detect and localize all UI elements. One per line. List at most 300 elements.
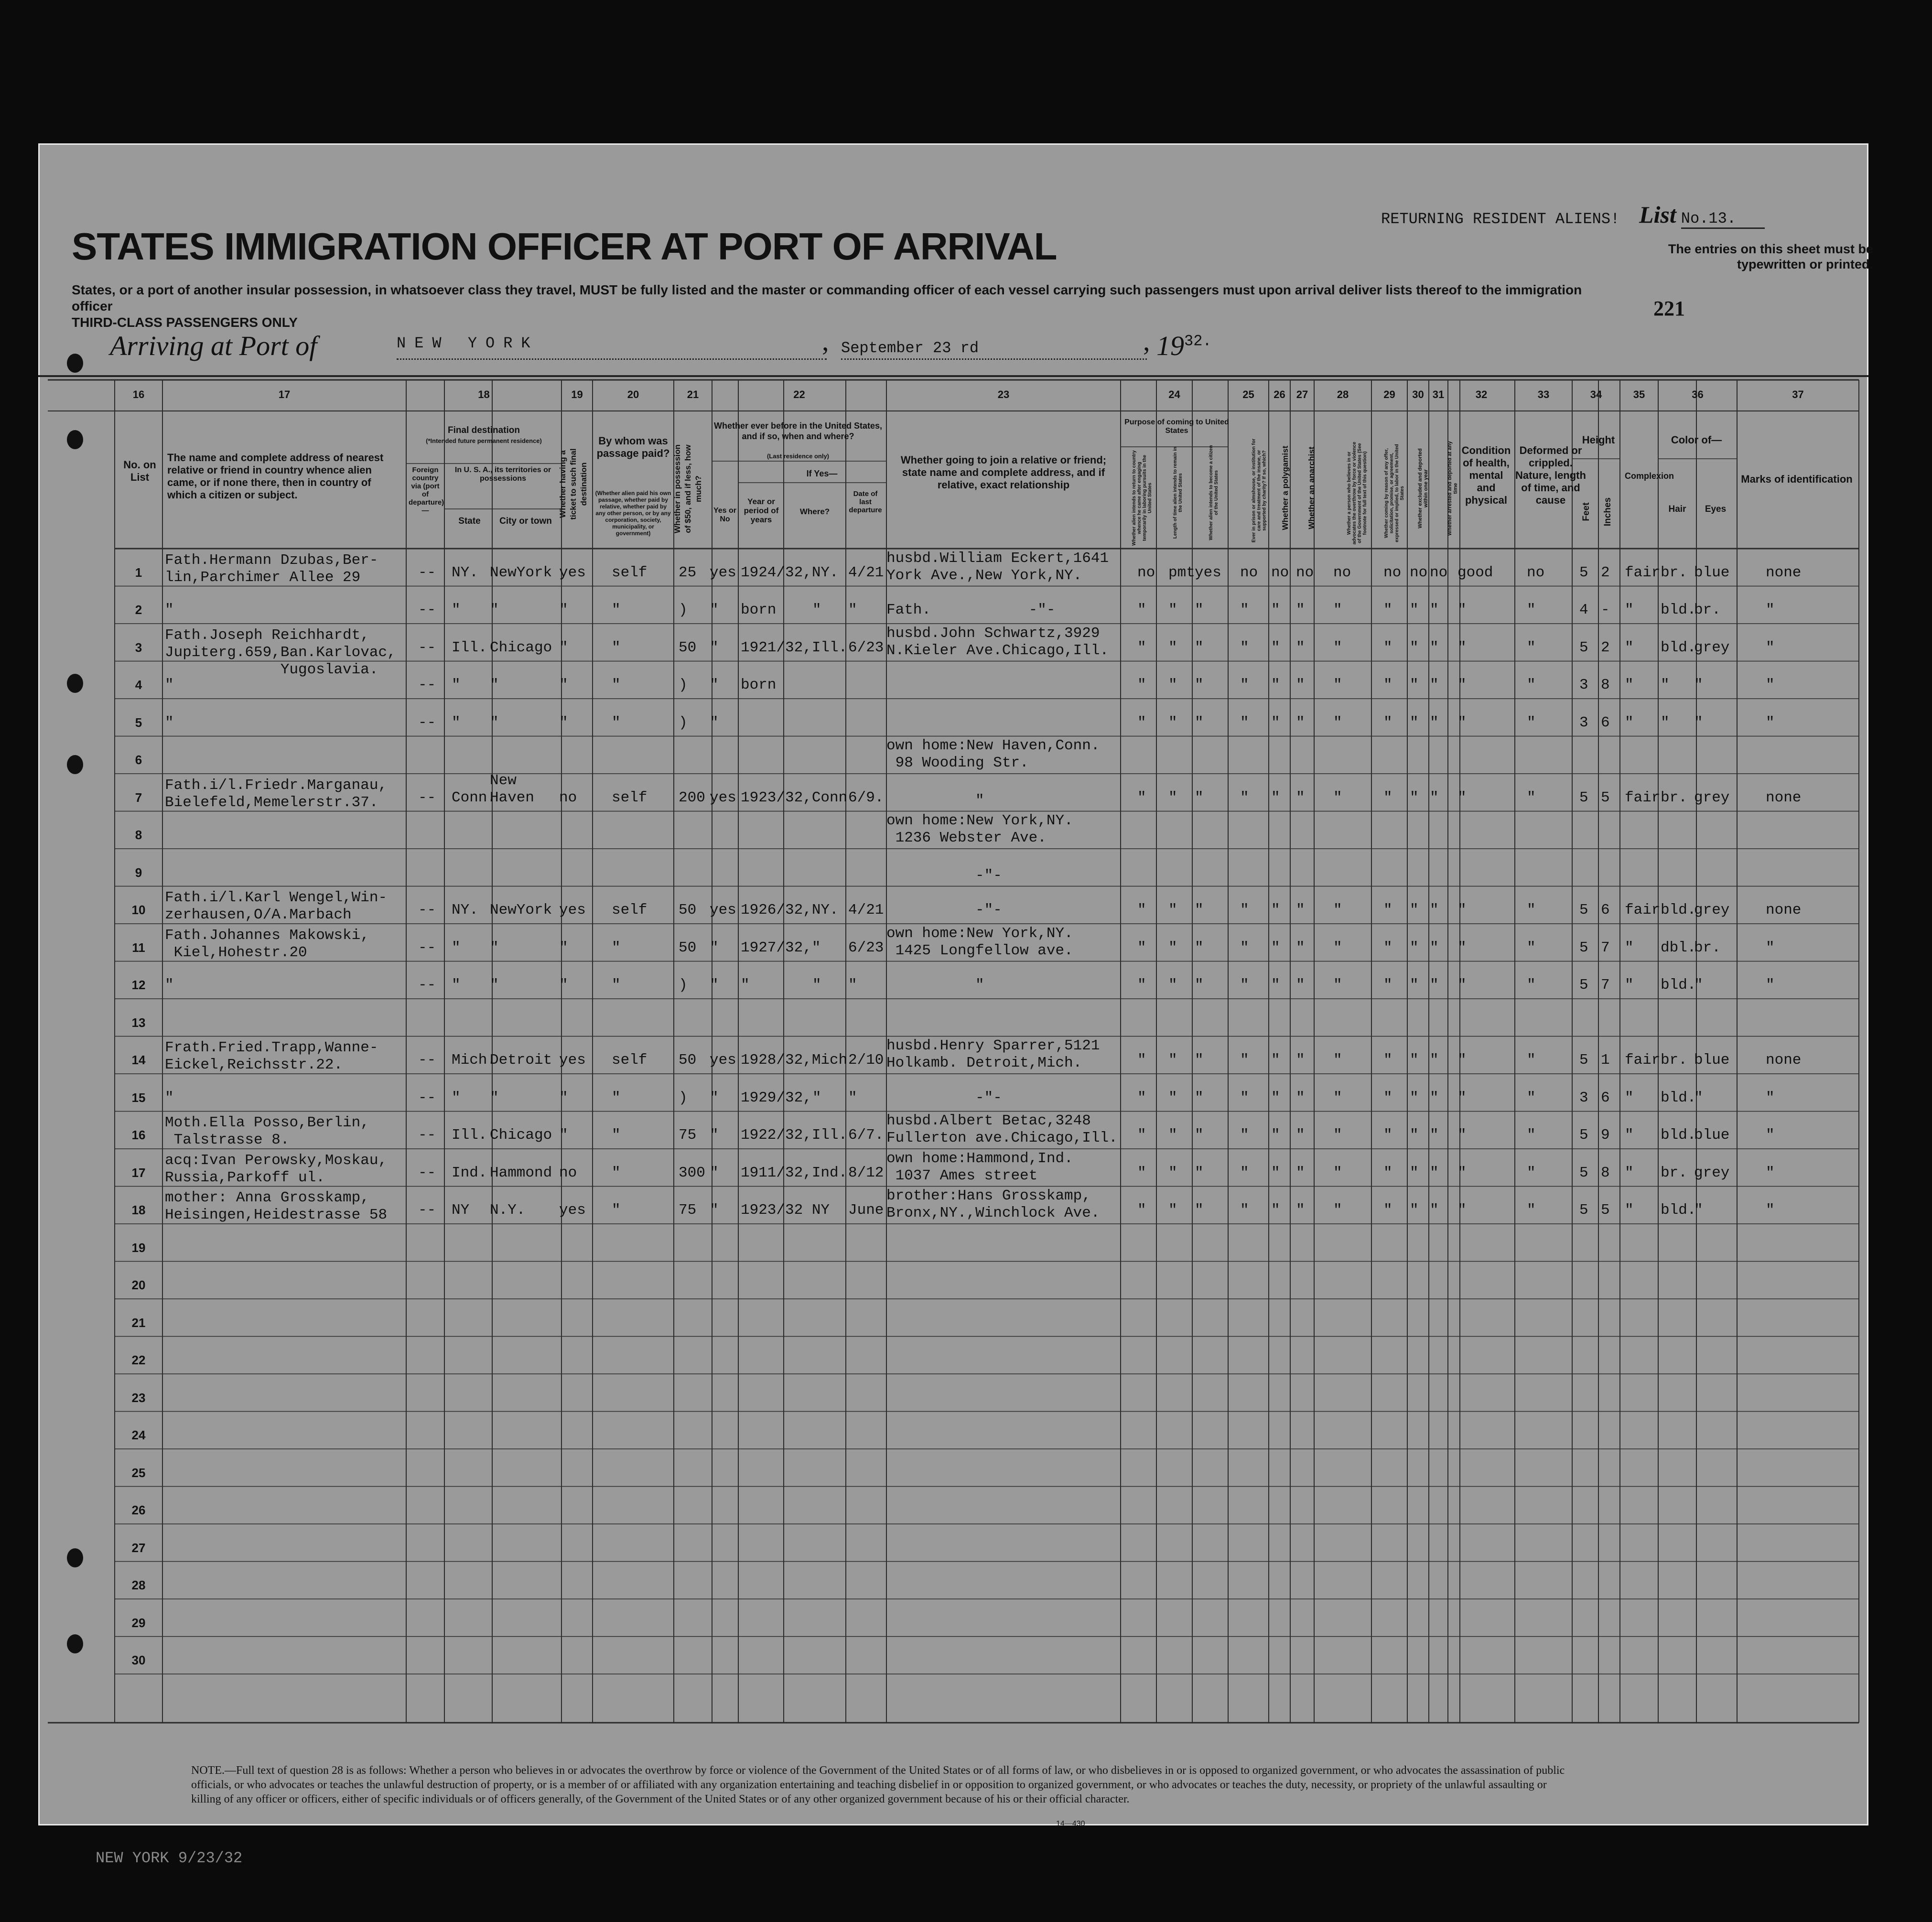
cell-year-period: 1924/32,NY. [741,564,839,581]
column-number: 26 [1274,389,1285,400]
header-polygamist: Whether a polygamist [1281,445,1290,530]
cell-year-period: 1923/32,Conn [741,789,848,806]
cell-hair: bld. [1661,902,1696,918]
cell-marks: " [1766,977,1775,993]
row-number: 22 [131,1353,146,1367]
cell-purpose-length: " [1168,789,1177,806]
cell-excluded: " [1410,639,1419,656]
header-where: Where? [799,507,830,516]
cell-foreign: -- [418,602,436,618]
cell-passage-paid: " [612,977,621,993]
cell-state: " [452,1089,461,1106]
cell-feet: 5 [1579,639,1588,656]
cell-inches: 6 [1601,902,1610,918]
cell-overthrow: " [1333,1202,1342,1219]
row-number: 6 [135,753,142,767]
cell-eyes: br. [1694,939,1721,956]
cell-polygamist: " [1271,639,1280,656]
cell-complexion: " [1625,1127,1634,1144]
cell-purpose-length: " [1168,902,1177,918]
cell-ticket: yes [559,1052,586,1069]
column-number: 16 [132,389,145,400]
cell-excluded: " [1410,902,1419,918]
cell-health: " [1457,1127,1467,1144]
cell-polygamist: " [1271,1202,1280,1219]
cell-ticket: " [559,602,568,618]
cell-hair: br. [1661,564,1687,581]
cell-year-period: " [741,977,750,993]
cell-anarchist: " [1296,602,1305,618]
cell-polygamist: no [1271,564,1289,581]
column-number: 33 [1537,389,1550,400]
cell-state: " [452,977,461,993]
column-number: 34 [1590,389,1602,400]
cell-yes-no: yes [710,902,736,918]
column-number: 28 [1337,389,1349,400]
cell-relative: Fath.Hermann Dzubas,Ber- lin,Parchimer Allee 29 [165,551,378,586]
cell-purpose-return: " [1137,977,1146,993]
comma: , [822,325,829,356]
cell-purpose-return: " [1137,1089,1146,1106]
cell-overthrow: " [1333,977,1342,993]
cell-overthrow: " [1333,677,1342,693]
cell-year-period: 1911/32,Ind. [741,1164,848,1181]
typewritten-instructions: The entries on this sheet must be typewritten or printed. [1668,242,1873,271]
cell-hair: br. [1661,789,1687,806]
header-color: Color of— [1671,434,1722,446]
cell-money: ) [679,1089,688,1106]
cell-deformed: " [1527,902,1536,918]
cell-foreign: -- [418,789,436,806]
cell-complexion: " [1625,1202,1634,1219]
cell-purpose-return: " [1137,939,1146,956]
column-number: 19 [571,389,583,400]
cell-arrested: " [1430,714,1439,731]
cell-money: 50 [679,939,697,956]
cell-labor-offer: " [1383,1089,1392,1106]
row-number: 5 [135,715,142,730]
cell-ticket: " [559,1127,568,1144]
cell-prison: " [1240,677,1249,693]
cell-health: " [1457,602,1467,618]
cell-relative: " [165,1089,174,1106]
cell-arrested: no [1430,564,1448,581]
header-city: City or town [499,516,552,526]
row-number: 27 [131,1540,146,1555]
cell-foreign: -- [418,977,436,993]
cell-relative: Fath.i/l.Friedr.Marganau, Bielefeld,Memelerstr.37. [165,777,388,811]
cell-labor-offer: " [1383,714,1392,731]
cell-join: brother:Hans Grosskamp, Bronx,NY.,Winchlock Ave. [886,1188,1100,1221]
cell-purpose-length: " [1168,1202,1177,1219]
cell-deformed: " [1527,1052,1536,1069]
cell-eyes: " [1694,677,1703,693]
cell-arrested: " [1430,902,1439,918]
cell-passage-paid: " [612,1164,621,1181]
cell-health: " [1457,902,1467,918]
cell-marks: " [1766,677,1775,693]
cell-arrested: " [1430,1164,1439,1181]
cell-state: " [452,714,461,731]
cell-inches: 5 [1601,789,1610,806]
header-last-departure: Date of last departure [849,490,882,514]
row-number: 26 [131,1503,146,1517]
cell-marks: " [1766,1202,1775,1219]
cell-eyes: grey [1694,789,1730,806]
cell-inches: 6 [1601,714,1610,731]
column-number: 37 [1792,389,1804,400]
cell-purpose-citizen: " [1195,1127,1204,1144]
cell-polygamist: " [1271,677,1280,693]
cell-purpose-length: " [1168,1089,1177,1106]
cell-departure: 2/10 [848,1052,884,1069]
cell-purpose-length: " [1168,714,1177,731]
cell-hair: " [1661,714,1670,731]
cell-purpose-citizen: " [1195,1164,1204,1181]
cell-inches: 7 [1601,977,1610,993]
cell-year-period: 1922/32,Ill. [741,1127,848,1144]
header-purpose: Purpose of coming to United States [1124,418,1229,435]
cell-health: good [1457,564,1493,581]
cell-marks: " [1766,602,1775,618]
cell-polygamist: " [1271,1052,1280,1069]
cell-anarchist: no [1296,564,1314,581]
row-number: 24 [131,1428,146,1442]
header-final-destination [409,425,559,446]
cell-join: husbd.Henry Sparrer,5121 Holkamb. Detroit,Mich. [886,1037,1100,1071]
cell-passage-paid: self [612,902,648,918]
cell-hair: br. [1661,1052,1687,1069]
cell-marks: " [1766,1127,1775,1144]
cell-health: " [1457,939,1467,956]
cell-purpose-citizen: " [1195,1089,1204,1106]
cell-join: husbd.Albert Betac,3248 Fullerton ave.Chicago,Ill. [886,1112,1118,1146]
cell-passage-paid: " [612,1202,621,1219]
cell-departure: " [848,1089,857,1106]
cell-overthrow: " [1333,789,1342,806]
header-complexion: Complexion [1625,471,1674,481]
cell-relative: Frath.Fried.Trapp,Wanne- Eickel,Reichsstr.22. [165,1039,378,1073]
cell-year-period: 1926/32,NY. [741,902,839,918]
row-number: 30 [131,1653,146,1667]
cell-join: -"- [886,1089,1002,1106]
cell-feet: 5 [1579,1127,1588,1144]
cell-city: " [490,1089,499,1106]
cell-passage-paid: " [612,602,621,618]
cell-join: husbd.John Schwartz,3929 N.Kieler Ave.Chicago,Ill. [886,625,1109,659]
cell-prison: " [1240,602,1249,618]
cell-excluded: " [1410,677,1419,693]
cell-ticket: " [559,1089,568,1106]
cell-city: NewYork [490,564,552,581]
cell-purpose-return: " [1137,1164,1146,1181]
cell-eyes: " [1694,1202,1703,1219]
cell-departure: " [848,602,857,618]
cell-city: Detroit [490,1052,552,1069]
final-destination-label: Final destination [448,425,520,435]
header-purpose-citizen: Whether alien intends to become a citizen of the United States [1209,445,1219,540]
cell-money: 75 [679,1202,697,1219]
cell-eyes: blue [1694,1052,1730,1069]
cell-join: " [886,977,984,993]
cell-city: " [490,714,499,731]
cell-inches: 8 [1601,677,1610,693]
header-state: State [458,516,481,526]
cell-anarchist: " [1296,714,1305,731]
cell-where: " [812,602,821,618]
cell-purpose-citizen: " [1195,977,1204,993]
header-overthrow: Whether a person who believes in or advocates the overthrow by force or violence of the Government of the United States (See footnote for full text of this question) [1347,442,1368,545]
cell-hair: dbl. [1661,939,1696,956]
header-ever-before: Whether ever before in the United States, and if so, when and where? [713,421,883,441]
column-number: 18 [478,389,490,400]
cell-deformed: " [1527,1089,1536,1106]
row-number: 17 [131,1165,146,1180]
cell-where: " [812,977,821,993]
cell-marks: none [1766,789,1802,806]
page-edge-text: NEW YORK 9/23/32 [96,1849,243,1867]
cell-labor-offer: no [1383,564,1402,581]
cell-complexion: fair [1625,564,1661,581]
cell-labor-offer: " [1383,677,1392,693]
row-number: 4 [135,678,142,692]
cell-overthrow: " [1333,1164,1342,1181]
cell-deformed: " [1527,639,1536,656]
cell-money: 25 [679,564,697,581]
column-number: 23 [997,389,1010,400]
header-deformed: Deformed or crippled. Nature, length of time, and cause [1515,444,1586,506]
row-number: 8 [135,828,142,842]
cell-excluded: " [1410,714,1419,731]
cell-eyes: grey [1694,902,1730,918]
cell-passage-paid: " [612,714,621,731]
cell-feet: 5 [1579,902,1588,918]
cell-feet: 5 [1579,1164,1588,1181]
cell-purpose-length: " [1168,677,1177,693]
header-ticket: Whether having a ticket to such final destination [558,448,588,520]
cell-money: 50 [679,639,697,656]
cell-state: Mich. [452,1052,496,1069]
cell-passage-paid: " [612,639,621,656]
cell-passage-paid: " [612,1089,621,1106]
header-fifty-dollars: Whether in possession of $50, and if less, how much? [673,444,703,534]
cell-money: 50 [679,902,697,918]
cell-yes-no: " [710,977,719,993]
column-number: 31 [1432,389,1445,400]
cell-yes-no: " [710,714,719,731]
cell-excluded: " [1410,602,1419,618]
cell-deformed: " [1527,789,1536,806]
cell-year-period: 1928/32,Mich [741,1052,848,1069]
cell-join: " [975,792,984,809]
cell-purpose-return: " [1137,1127,1146,1144]
cell-state: NY. [452,902,478,918]
cell-departure: 4/21 [848,564,884,581]
cell-yes-no: " [710,639,719,656]
final-destination-sub: (*Intended future permanent residence) [426,437,542,444]
cell-money: ) [679,977,688,993]
cell-labor-offer: " [1383,602,1392,618]
cell-polygamist: " [1271,939,1280,956]
cell-relative: Fath.Johannes Makowski, Kiel,Hohestr.20 [165,927,369,961]
cell-hair: bld. [1661,977,1696,993]
column-number: 21 [687,389,699,400]
year-suffix: 32. [1184,332,1212,350]
cell-yes-no: " [710,939,719,956]
cell-arrested: " [1430,789,1439,806]
cell-state: Ill. [452,639,487,656]
port-of-arrival: NEW YORK [397,335,827,360]
cell-prison: " [1240,1089,1249,1106]
cell-city: " [490,677,499,693]
row-number: 16 [131,1128,146,1142]
cell-relative: " [165,977,174,993]
cell-foreign: -- [418,564,436,581]
cell-departure: 6/23 [848,939,884,956]
cell-overthrow: " [1333,1127,1342,1144]
row-number: 23 [131,1390,146,1405]
cell-marks: " [1766,1164,1775,1181]
cell-marks: " [1766,639,1775,656]
cell-ticket: yes [559,564,586,581]
cell-eyes: grey [1694,639,1730,656]
cell-inches: 7 [1601,939,1610,956]
cell-feet: 5 [1579,1052,1588,1069]
cell-excluded: " [1410,977,1419,993]
cell-relative: " [165,602,174,618]
cell-deformed: " [1527,677,1536,693]
sheet-number: 221 [1653,297,1685,320]
cell-passage-paid: self [612,789,648,806]
cell-anarchist: " [1296,1164,1305,1181]
row-number: 21 [131,1315,146,1330]
cell-passage-paid: " [612,677,621,693]
cell-labor-offer: " [1383,902,1392,918]
cell-state: NY. [452,564,478,581]
cell-passage-paid: " [612,939,621,956]
cell-eyes: " [1694,714,1703,731]
row-number: 11 [132,940,145,955]
cell-marks: " [1766,714,1775,731]
header-hair: Hair [1668,504,1686,514]
cell-relative: " [165,677,174,693]
cell-money: 75 [679,1127,697,1144]
cell-health: " [1457,639,1467,656]
cell-prison: no [1240,564,1258,581]
header-no-on-list: No. on List [123,459,156,483]
cell-purpose-citizen: " [1195,1052,1204,1069]
cell-purpose-return: " [1137,1052,1146,1069]
cell-complexion: " [1625,677,1634,693]
cell-prison: " [1240,789,1249,806]
cell-feet: 3 [1579,677,1588,693]
cell-foreign: -- [418,939,436,956]
cell-anarchist: " [1296,1127,1305,1144]
cell-ticket: " [559,677,568,693]
cell-purpose-length: pmt [1168,564,1195,581]
cell-deformed: " [1527,1164,1536,1181]
cell-state: NY [452,1202,470,1219]
cell-deformed: " [1527,602,1536,618]
cell-city: " [490,939,499,956]
cell-inches: 9 [1601,1127,1610,1144]
cell-anarchist: " [1296,1202,1305,1219]
cell-arrested: " [1430,1089,1439,1106]
header-join-relative: Whether going to join a relative or friend; state name and complete address, and if relative, exact relationship [900,454,1107,491]
class-line: THIRD-CLASS PASSENGERS ONLY [72,315,298,330]
cell-feet: 4 [1579,602,1588,618]
cell-where: " [812,1089,821,1106]
cell-anarchist: " [1296,1089,1305,1106]
cell-eyes: " [1694,1089,1703,1106]
cell-complexion: " [1625,602,1634,618]
row-number: 18 [131,1203,146,1217]
cell-arrested: " [1430,1202,1439,1219]
cell-arrested: " [1430,1052,1439,1069]
cell-excluded: " [1410,1164,1419,1181]
cell-money: ) [679,677,688,693]
cell-anarchist: " [1296,1052,1305,1069]
cell-departure: 6/7. [848,1127,884,1144]
cell-departure: 6/23 [848,639,884,656]
cell-passage-paid: " [612,1127,621,1144]
cell-relative: " [165,714,174,731]
cell-inches: 8 [1601,1164,1610,1181]
cell-feet: 5 [1579,939,1588,956]
header-foreign-country: Foreign country via (port of departure)— [409,466,444,515]
cell-purpose-citizen: " [1195,1202,1204,1219]
cell-purpose-citizen: " [1195,939,1204,956]
header-yes-no: Yes or No [713,507,737,523]
row-number: 15 [131,1090,146,1105]
cell-state: Ind. [452,1164,487,1181]
cell-complexion: fair [1625,902,1661,918]
cell-labor-offer: " [1383,977,1392,993]
cell-prison: " [1240,714,1249,731]
cell-health: " [1457,677,1467,693]
cell-marks: " [1766,1089,1775,1106]
column-number: 30 [1412,389,1424,400]
cell-ticket: " [559,939,568,956]
cell-labor-offer: " [1383,1127,1392,1144]
header-passage-paid-sub: (Whether alien paid his own passage, whether paid by relative, whether paid by any other person, or by any corporation, society, municipality, or government) [595,490,671,537]
cell-city: Hammond [490,1164,552,1181]
cell-prison: " [1240,977,1249,993]
cell-yes-no: " [710,1127,719,1144]
cell-departure: " [848,977,857,993]
cell-anarchist: " [1296,789,1305,806]
cell-foreign: -- [418,1052,436,1069]
cell-overthrow: " [1333,939,1342,956]
cell-health: " [1457,1089,1467,1106]
cell-money: ) [679,714,688,731]
row-number: 9 [135,865,142,880]
cell-arrested: " [1430,939,1439,956]
cell-purpose-return: no [1137,564,1155,581]
cell-purpose-length: " [1168,939,1177,956]
row-number: 25 [131,1465,146,1480]
cell-ticket: yes [559,902,586,918]
cell-yes-no: yes [710,789,736,806]
cell-deformed: " [1527,939,1536,956]
cell-yes-no: " [710,1164,719,1181]
list-label: List [1639,201,1676,228]
cell-purpose-return: " [1137,602,1146,618]
cell-ticket: " [559,714,568,731]
cell-anarchist: " [1296,977,1305,993]
cell-money: 300 [679,1164,705,1181]
cell-purpose-return: " [1137,789,1146,806]
